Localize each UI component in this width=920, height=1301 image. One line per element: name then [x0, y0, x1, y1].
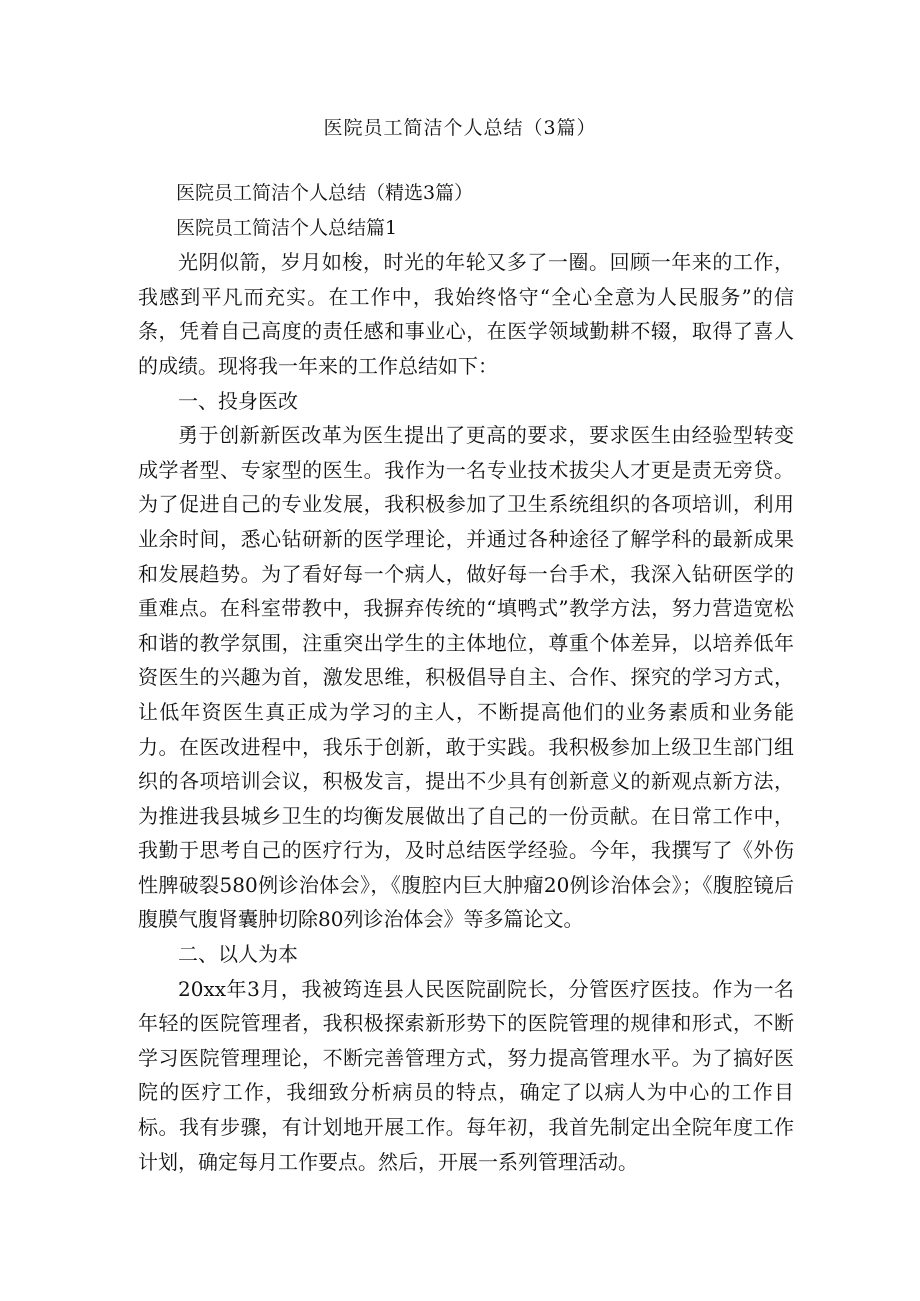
- document-title: 医院员工简洁个人总结（3篇）: [323, 117, 597, 139]
- heading-people-oriented: 二、以人为本: [178, 942, 298, 967]
- section-heading-part1: 医院员工简洁个人总结篇1: [176, 216, 398, 239]
- document-body: [138, 176, 794, 1179]
- heading-medical-reform: 一、投身医改: [178, 388, 298, 413]
- paragraph-intro: 光阴似箭，岁月如梭，时光的年轮又多了一圈。回顾一年来的工作，我感到平凡而充实。在工作中，我始终恪守“全心全意为人民服务”的信条，凭着自己高度的责任感和事业心，在医学领域勤耕不辍，取得了喜人的成绩。现将我一年来的工作总结如下：: [138, 250, 794, 378]
- paragraph-people-oriented: 20xx年3月，我被筠连县人民医院副院长，分管医疗医技。作为一名年轻的医院管理者，我积极探索新形势下的医院管理的规律和形式，不断学习医院管理理论，不断完善管理方式，努力提高管理水平。为了搞好医院的医疗工作，我细致分析病员的特点，确定了以病人为中心的工作目标。我有步骤，有计划地开展工作。每年初，我首先制定出全院年度工作计划，确定每月工作要点。然后，开展一系列管理活动。: [138, 976, 794, 1174]
- paragraph-medical-reform: 勇于创新新医改革为医生提出了更高的要求，要求医生由经验型转变成学者型、专家型的医生。我作为一名专业技术拔尖人才更是责无旁贷。为了促进自己的专业发展，我积极参加了卫生系统组织的各项培训，利用业余时间，悉心钻研新的医学理论，并通过各种途径了解学科的最新成果和发展趋势。为了看好每一个病人，做好每一台手术，我深入钻研医学的重难点。在科室带教中，我摒弃传统的“填鸭式”教学方法，努力营造宽松和谐的教学氛围，注重突出学生的主体地位，尊重个体差异，以培养低年资医生的兴趣为首，激发思维，积极倡导自主、合作、探究的学习方式，让低年资医生真正成为学习的主人，不断提高他们的业务素质和业务能力。在医改进程中，我乐于创新，敢于实践。我积极参加上级卫生部门组织的各项培训会议，积极发言，提出不少具有创新意义的新观点新方法，为推进我县城乡卫生的均衡发展做出了自己的一份贡献。在日常工作中，我勤于思考自己的医疗行为，及时总结医学经验。今年，我撰写了《外伤性脾破裂580例诊治体会》，《腹腔内巨大肿瘤20例诊治体会》；《腹腔镜后腹膜气腹肾囊肿切除80列诊治体会》等多篇论文。: [138, 423, 794, 932]
- subtitle: 医院员工简洁个人总结（精选3篇）: [176, 182, 474, 204]
